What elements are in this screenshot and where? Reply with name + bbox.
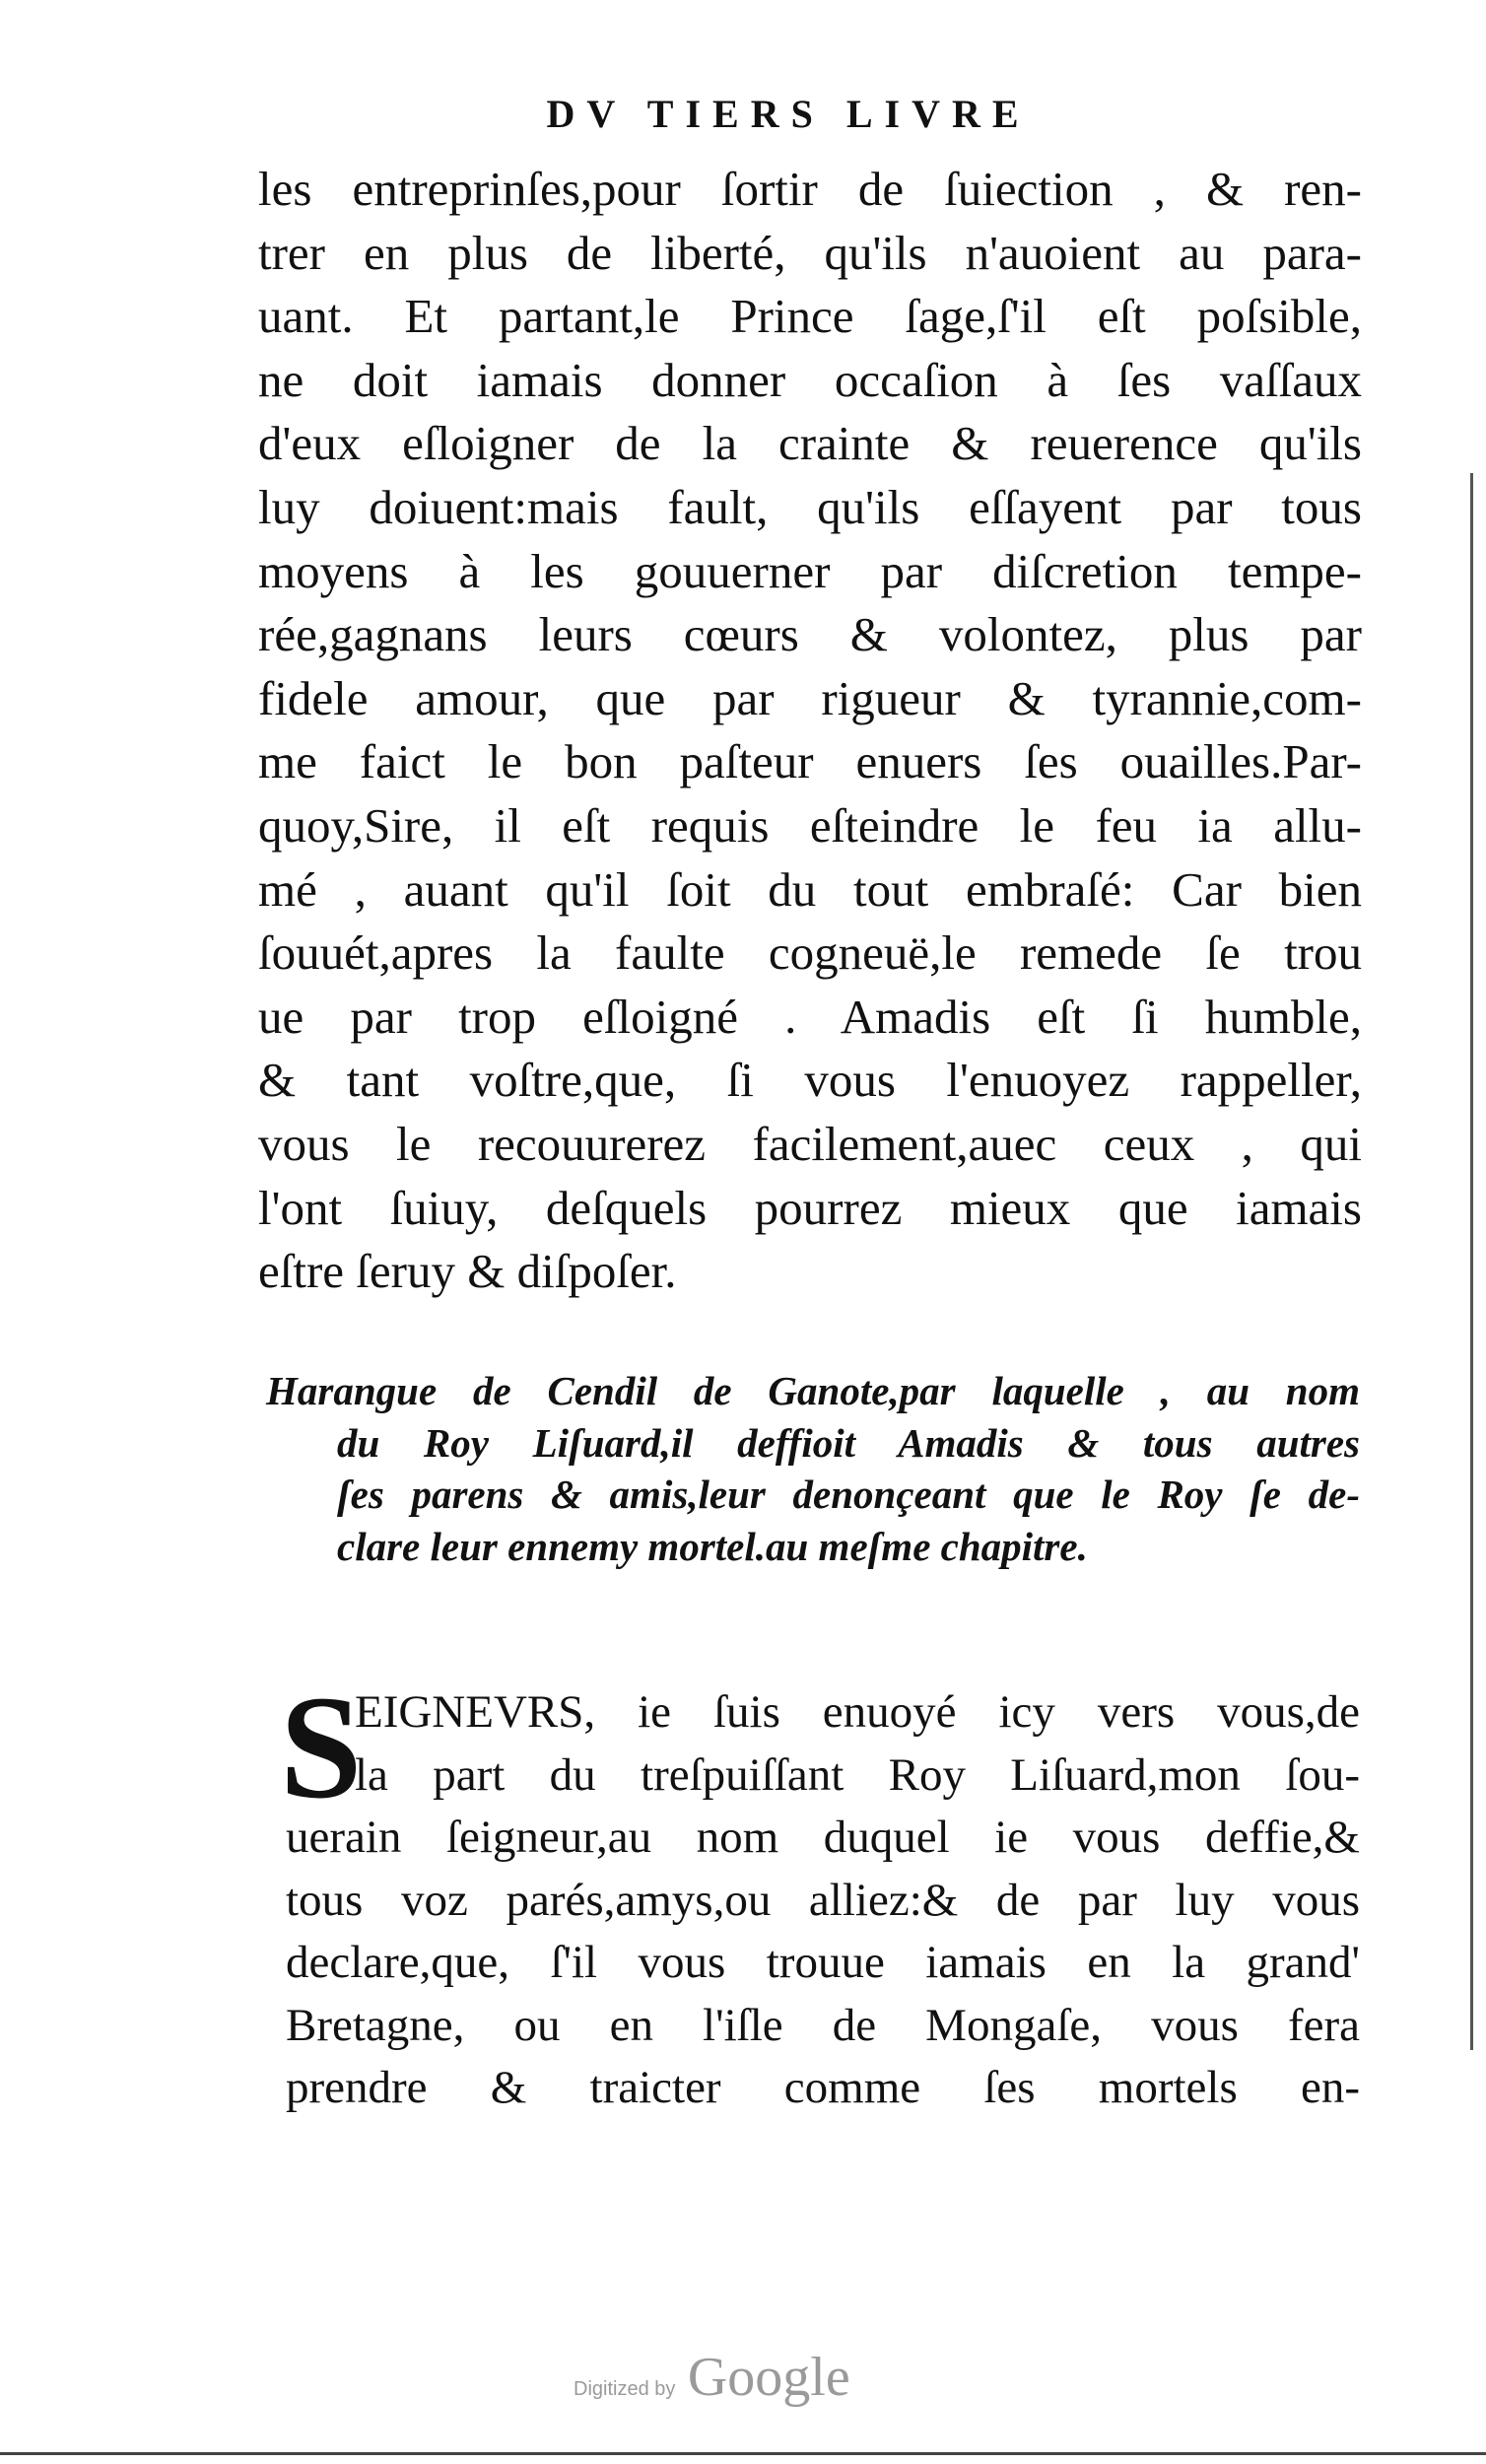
text-line: d'eux eſloigner de la crainte & reuerence qu'ils — [258, 416, 1362, 471]
heading-line: clare leur ennemy mortel.au meſme chapitre. — [337, 1523, 1088, 1569]
text-line: Bretagne, ou en l'iſle de Mongaſe, vous fera — [286, 1999, 1360, 2051]
text-line: prendre & traicter comme ſes mortels en- — [286, 2062, 1360, 2113]
text-line: rée,gagnans leurs cœurs & volontez, plus par — [258, 607, 1362, 662]
text-line: EIGNEVRS, ie ſuis enuoyé icy vers vous,de — [355, 1686, 1360, 1738]
page-bottom-edge — [0, 2452, 1486, 2455]
text-line: ne doit iamais donner occaſion à ſes vaſſaux — [258, 352, 1362, 407]
text-line: uant. Et partant,le Prince ſage,ſ'il eſt poſsible, — [258, 289, 1362, 344]
text-line: ue par trop eſloigné . Amadis eſt ſi humble, — [258, 989, 1362, 1044]
text-line: eſtre ſeruy & diſpoſer. — [258, 1244, 677, 1299]
text-line: & tant voſtre,que, ſi vous l'enuoyez rappeller, — [258, 1053, 1362, 1108]
google-logo: Google — [687, 2347, 850, 2408]
watermark-prefix: Digitized by — [574, 2378, 676, 2400]
text-line: declare,que, ſ'il vous trouue iamais en la grand' — [286, 1937, 1360, 1988]
text-line: trer en plus de liberté, qu'ils n'auoient au para- — [258, 225, 1362, 280]
text-line: fidele amour, que par rigueur & tyrannie,com- — [258, 670, 1362, 725]
text-line: tous voz parés,amys,ou alliez:& de par luy vous — [286, 1874, 1360, 1926]
text-line: quoy,Sire, il eſt requis eſteindre le feu ia allu- — [258, 797, 1362, 853]
heading-line: du Roy Liſuard,il deffioit Amadis & tous autres — [337, 1419, 1360, 1466]
heading-line: ſes parens & amis,leur denonçeant que le Roy ſe de- — [337, 1472, 1360, 1517]
text-line: mé , auant qu'il ſoit du tout embraſé: Car bien — [258, 861, 1362, 917]
digitization-watermark — [574, 2346, 909, 2409]
text-line: les entreprinſes,pour ſortir de ſuiection , & ren- — [258, 162, 1362, 216]
text-line: ſouuét,apres la faulte cogneuë,le remede ſe trou — [258, 925, 1362, 981]
text-line: moyens à les gouuerner par diſcretion tempe- — [258, 543, 1362, 598]
text-line: la part du treſpuiſſant Roy Liſuard,mon ſou- — [355, 1748, 1360, 1801]
page-edge-shadow — [1470, 473, 1473, 2050]
chapter-heading — [266, 1365, 1360, 1572]
speech-paragraph — [280, 1666, 1360, 2120]
text-line: luy doiuent:mais fault, qu'ils eſſayent par tous — [258, 479, 1362, 534]
text-line: l'ont ſuiuy, deſquels pourrez mieux que iamais — [258, 1180, 1362, 1235]
text-line: me faict le bon paſteur enuers ſes ouailles.Par- — [258, 734, 1362, 789]
text-line: uerain ſeigneur,au nom duquel ie vous deffie,& — [286, 1812, 1360, 1863]
text-line: vous le recouurerez facilement,auec ceux , qui — [258, 1116, 1362, 1171]
body-paragraph — [258, 158, 1362, 1304]
running-head: DV TIERS LIVRE — [546, 92, 1031, 136]
drop-cap: S — [280, 1666, 363, 1829]
heading-line: Harangue de Cendil de Ganote,par laquelle , au nom — [266, 1368, 1360, 1413]
